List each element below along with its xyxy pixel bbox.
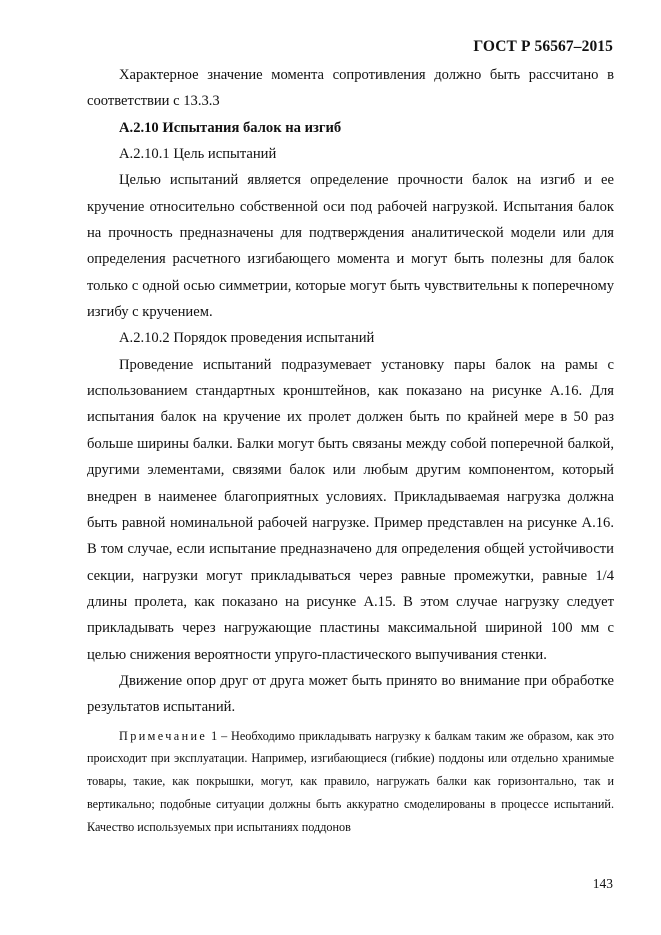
note-block: [87, 725, 614, 839]
paragraph-purpose: Целью испытаний является определение прочности балок на изгиб и ее кручение относительно собственной оси под рабочей нагрузкой. Испытания балок на прочность предназначены для подтверждения аналитической модели или для определения расчетного изгибающего момента и могут быть полезны для балок только с одной осью симметрии, которые могут быть чувствительны к поперечному изгибу с кручением.: [87, 172, 614, 321]
note-label: Примечание: [119, 728, 208, 743]
document-body: [87, 62, 614, 839]
subsection-heading-purpose: А.2.10.1 Цель испытаний: [119, 146, 277, 163]
paragraph-procedure: Проведение испытаний подразумевает установку пары балок на рамы с использованием стандартных кронштейнов, как показано на рисунке А.16. Для испытания балок на кручение их пролет должен быть по крайней мере в 50 раз больше ширины балки. Балки могут быть связаны между собой поперечной балкой, другими элементами, связями балок или любым другим компонентом, который внедрен в наименее благоприятных условиях. Прикладываемая нагрузка должна быть равной номинальной рабочей нагрузке. Пример представлен на рисунке А.16. В том случае, если испытание предназначено для определения общей устойчивости секции, нагрузки могут прикладываться через равные промежутки, равные 1/4 длины пролета, как показано на рисунке А.15. В этом случае нагрузку следует прикладывать через нагружающие пластины максимальной шириной 100 мм с целью снижения вероятности упруго-пластического выпучивания стенки.: [87, 356, 614, 663]
subsection-heading-procedure: А.2.10.2 Порядок проведения испытаний: [119, 330, 375, 347]
paragraph-moment-resistance: Характерное значение момента сопротивления должно быть рассчитано в соответствии с 13.3.3: [87, 67, 614, 110]
note-text: 1 – Необходимо прикладывать нагрузку к балкам таким же образом, как это происходит при эксплуатации. Например, изгибающиеся (гибкие) поддоны или отдельно хранимые товары, такие, как покрышки, могут, как правило, нагружать балки как горизонтально, так и вертикально; подобные ситуации должны быть аккуратно смоделированы в процессе испытаний. Качество используемых при испытаниях поддонов: [87, 728, 614, 834]
paragraph-support-movement: Движение опор друг от друга может быть принято во внимание при обработке результатов испытаний.: [87, 672, 614, 716]
section-heading: А.2.10 Испытания балок на изгиб: [119, 119, 342, 136]
document-code: ГОСТ Р 56567–2015: [473, 38, 613, 55]
page-number: 143: [592, 876, 613, 891]
